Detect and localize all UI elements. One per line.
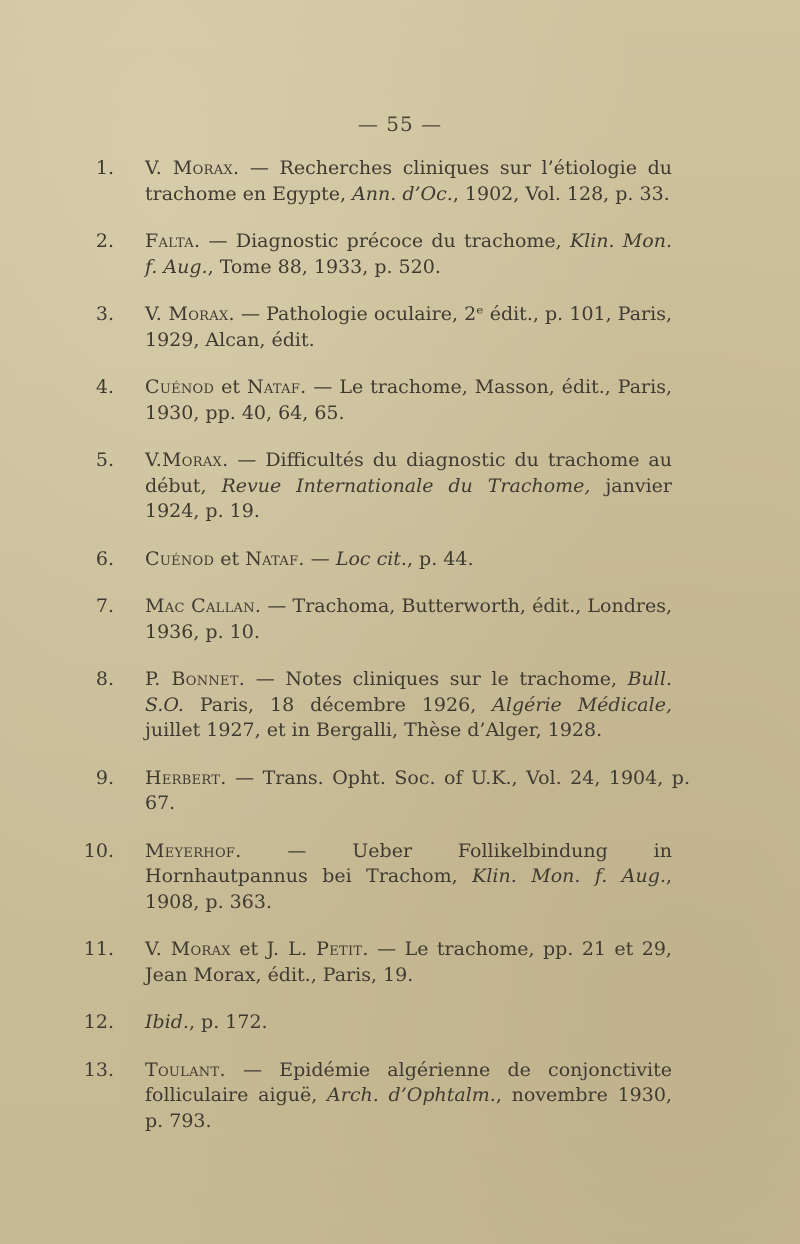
reference-details: — Le trachome, pp. 21 et 29, Jean Morax, édit., Paris, 19. — [145, 938, 672, 986]
reference-number: 1. — [95, 157, 114, 179]
reference-text: — Difficultés du diagnostic du trachome au début, — [145, 449, 672, 497]
reference-details-2: juillet 1927, et in Bergalli, Thèse d’Alger, 1928. — [145, 719, 603, 741]
reference-item — [0, 302, 800, 353]
reference-journal: Revue Internationale du Trachome, — [221, 474, 591, 497]
reference-number: 3. — [95, 303, 114, 325]
reference-number: 11. — [83, 938, 114, 960]
reference-details: , p. 172. — [188, 1011, 268, 1033]
reference-author: Meyerhof. — [145, 839, 242, 862]
reference-text: et — [214, 547, 246, 570]
reference-author: Toulant. — [145, 1058, 226, 1081]
reference-author: V. Morax. — [145, 303, 235, 325]
reference-number: 5. — [95, 449, 114, 471]
reference-text: — Trachoma, Butterworth, édit., Londres, 1936, p. 10. — [145, 595, 672, 643]
reference-text: — Recherches cliniques sur l’étiologie du trachome en Egypte, — [145, 157, 672, 205]
reference-text: — Diagnostic précoce du trachome, — [200, 230, 570, 252]
reference-details: , novembre 1930, p. 793. — [145, 1084, 672, 1132]
reference-list — [0, 156, 800, 1156]
reference-journal: Loc cit. — [335, 547, 407, 570]
reference-author: V.Morax. — [145, 449, 229, 471]
reference-journal: Ann. d’Oc. — [352, 182, 453, 205]
reference-coauthor: Nataf. — [245, 547, 305, 570]
reference-number: 9. — [95, 766, 114, 789]
reference-item — [0, 1058, 800, 1135]
reference-author: Mac Callan. — [145, 595, 262, 617]
reference-author: Cuénod — [145, 547, 215, 570]
reference-item — [0, 766, 800, 817]
reference-number: 2. — [95, 230, 114, 252]
reference-text: — Epidémie algérienne de conjonctivite folliculaire aiguë, — [145, 1058, 672, 1106]
reference-item — [0, 156, 800, 207]
reference-journal-2: Algérie Médicale, — [492, 693, 672, 716]
reference-item — [0, 375, 800, 426]
reference-number: 4. — [95, 376, 114, 398]
reference-item — [0, 937, 800, 988]
reference-details: janvier 1924, p. 19. — [145, 474, 672, 522]
reference-dash: — — [304, 547, 336, 570]
reference-details: , 1908, p. 363. — [145, 865, 672, 913]
reference-item — [0, 667, 800, 744]
reference-journal: Ibid. — [145, 1011, 189, 1033]
reference-number: 8. — [95, 668, 114, 690]
reference-details: Paris, 18 décembre 1926, — [183, 693, 493, 716]
page-number: — 55 — — [357, 112, 443, 136]
reference-text: — Notes cliniques sur le trachome, — [245, 668, 628, 690]
reference-number: 7. — [95, 595, 114, 617]
reference-journal: Arch. d’Ophtalm. — [327, 1084, 496, 1106]
reference-item — [0, 229, 800, 280]
reference-text: — Ueber Follikelbindung in Hornhautpannus bei Trachom, — [145, 839, 672, 887]
reference-number: 6. — [95, 547, 114, 570]
reference-number: 10. — [83, 839, 114, 862]
reference-number: 12. — [83, 1011, 114, 1033]
reference-author: Falta. — [145, 230, 201, 252]
reference-author: V. Morax. — [145, 157, 240, 179]
reference-journal: Klin. Mon. f. Aug. — [472, 865, 666, 887]
reference-details: , Tome 88, 1933, p. 520. — [207, 255, 441, 278]
reference-journal: Klin. Mon. f. Aug. — [145, 230, 672, 278]
reference-details: , 1902, Vol. 128, p. 33. — [452, 182, 670, 205]
reference-text: — Trans. Opht. Soc. of U.K., Vol. 24, 1904, p. 67. — [145, 766, 690, 814]
reference-item — [0, 547, 800, 573]
reference-coauthor: Nataf. — [246, 376, 307, 398]
reference-journal: Bull. S.O. — [145, 668, 672, 716]
reference-item — [0, 1010, 800, 1036]
reference-item — [0, 448, 800, 525]
reference-coauthor: J. L. Petit. — [266, 938, 369, 960]
reference-text: et — [214, 376, 247, 398]
reference-author: Herbert. — [145, 766, 227, 789]
reference-item — [0, 839, 800, 916]
reference-details: — Le trachome, Masson, édit., Paris, 1930, pp. 40, 64, 65. — [145, 376, 672, 424]
reference-text: — Pathologie oculaire, 2ᵉ édit., p. 101, Paris, 1929, Alcan, édit. — [145, 303, 673, 351]
reference-author: Cuénod — [145, 376, 215, 398]
reference-details: , p. 44. — [406, 547, 474, 570]
reference-text: et — [230, 938, 267, 960]
reference-author: P. Bonnet. — [145, 668, 246, 690]
reference-author: V. Morax — [145, 938, 231, 960]
reference-number: 13. — [83, 1058, 114, 1081]
reference-item — [0, 594, 800, 645]
